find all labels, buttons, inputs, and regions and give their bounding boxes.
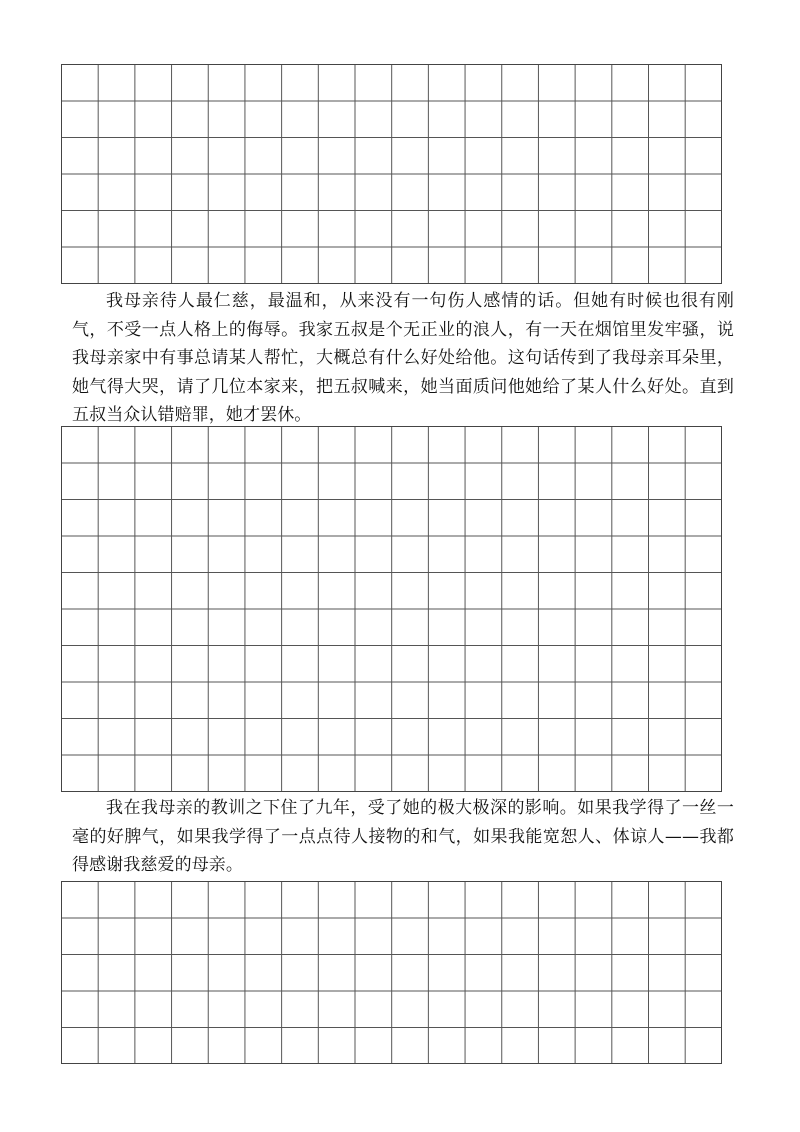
paragraph-mother-influence: 我在我母亲的教训之下住了九年，受了她的极大极深的影响。如果我学得了一丝一毫的好脾气，如果我学得了一点点待人接物的和气，如果我能宽恕人、体谅人——我都得感谢我慈爱的母亲。 bbox=[72, 798, 734, 876]
writing-grid-bottom bbox=[61, 881, 722, 1064]
paragraph-mother-kindness: 我母亲待人最仁慈，最温和，从来没有一句伤人感情的话。但她有时候也很有刚气，不受一点人格上的侮辱。我家五叔是个无正业的浪人，有一天在烟馆里发牢骚，说我母亲家中有事总请某人帮忙，大概总有什么好处给他。这句话传到了我母亲耳朵里，她气得大哭，请了几位本家来，把五叔喊来，她当面质问他她给了某人什么好处。直到五叔当众认错赔罪，她才罢休。 bbox=[72, 291, 734, 426]
writing-grid-top bbox=[61, 64, 722, 284]
writing-grid-middle bbox=[61, 426, 722, 792]
